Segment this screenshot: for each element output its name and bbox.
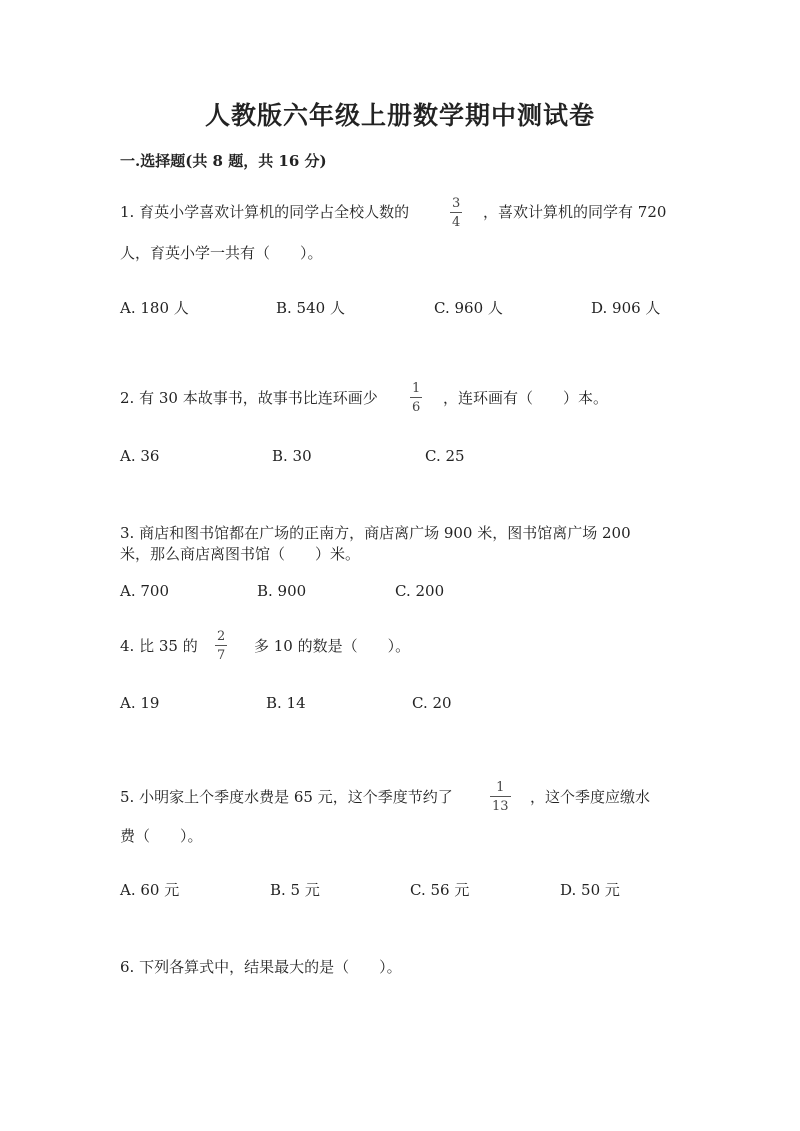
question-1-text-b: ，喜欢计算机的同学有 720 <box>483 203 667 221</box>
question-5-fraction <box>490 781 511 813</box>
question-1-fraction <box>450 197 462 229</box>
fraction-numerator: 1 <box>412 381 421 396</box>
question-5-option-c[interactable]: C. 56 元 <box>410 881 470 899</box>
question-4-option-a[interactable]: A. 19 <box>120 694 160 712</box>
question-3-option-b[interactable]: B. 900 <box>257 582 307 600</box>
question-4-fraction <box>215 630 227 662</box>
question-2-option-b[interactable]: B. 30 <box>272 447 312 465</box>
fraction-denominator: 4 <box>452 215 461 230</box>
question-2-option-c[interactable]: C. 25 <box>425 447 465 465</box>
question-1-text-line2: 人，育英小学一共有（ ）。 <box>120 244 323 262</box>
fraction-denominator: 7 <box>217 648 226 663</box>
question-2-option-a[interactable]: A. 36 <box>120 447 160 465</box>
question-2-text-b: ，连环画有（ ）本。 <box>443 389 609 407</box>
section-heading: 一.选择题(共 8 题，共 16 分) <box>120 152 327 170</box>
fraction-numerator: 3 <box>452 196 461 211</box>
question-5-text-a: 5. 小明家上个季度水费是 65 元，这个季度节约了 <box>120 788 453 806</box>
question-3-option-a[interactable]: A. 700 <box>120 582 169 600</box>
question-1-option-c[interactable]: C. 960 人 <box>434 299 503 317</box>
question-3-option-c[interactable]: C. 200 <box>395 582 445 600</box>
question-5-text-line2: 费（ ）。 <box>120 827 203 845</box>
question-4-text-a: 4. 比 35 的 <box>120 637 198 655</box>
question-3-text-line1: 3. 商店和图书馆都在广场的正南方，商店离广场 900 米，图书馆离广场 200 <box>120 524 631 542</box>
question-6-text-line1: 6. 下列各算式中，结果最大的是（ ）。 <box>120 958 402 976</box>
question-1-option-b[interactable]: B. 540 人 <box>276 299 345 317</box>
question-5-option-a[interactable]: A. 60 元 <box>120 881 180 899</box>
fraction-denominator: 6 <box>412 400 421 415</box>
page-title: 人教版六年级上册数学期中测试卷 <box>204 101 595 130</box>
question-4-option-b[interactable]: B. 14 <box>266 694 306 712</box>
question-5-option-b[interactable]: B. 5 元 <box>270 881 320 899</box>
fraction-numerator: 2 <box>217 629 226 644</box>
fraction-numerator: 1 <box>496 780 505 795</box>
question-2-fraction <box>410 382 422 414</box>
question-3-text-line2: 米，那么商店离图书馆（ ）米。 <box>120 545 361 563</box>
question-1-option-d[interactable]: D. 906 人 <box>591 299 661 317</box>
fraction-denominator: 13 <box>492 799 509 814</box>
question-5-option-d[interactable]: D. 50 元 <box>560 881 620 899</box>
question-4-text-b: 多 10 的数是（ ）。 <box>254 637 411 655</box>
question-1-option-a[interactable]: A. 180 人 <box>120 299 189 317</box>
question-2-text-a: 2. 有 30 本故事书，故事书比连环画少 <box>120 389 378 407</box>
question-5-text-b: ，这个季度应缴水 <box>530 788 651 806</box>
question-1-text-a: 1. 育英小学喜欢计算机的同学占全校人数的 <box>120 203 410 221</box>
question-4-option-c[interactable]: C. 20 <box>412 694 452 712</box>
